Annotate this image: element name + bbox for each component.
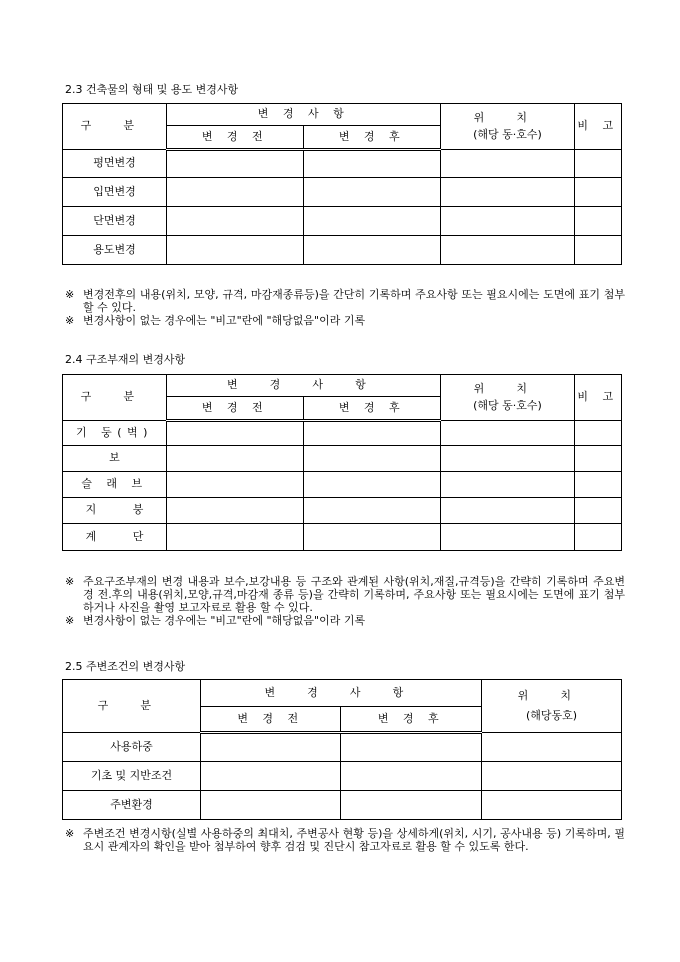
table-structural-member-changes (62, 374, 622, 551)
table-row (63, 524, 622, 551)
row-label: 보 (63, 446, 167, 472)
header-location-sub: (해당 동·호수) (473, 128, 542, 141)
cell-location[interactable] (482, 733, 622, 762)
header-change-items: 변 경 사 항 (167, 375, 441, 397)
row-label: 입면변경 (63, 178, 167, 207)
note-item (65, 314, 625, 327)
cell-before[interactable] (167, 150, 304, 178)
cell-before[interactable] (201, 791, 341, 820)
cell-location[interactable] (441, 178, 575, 207)
note-item (65, 575, 625, 614)
row-label: 사용하중 (63, 733, 201, 762)
row-label: 평면변경 (63, 150, 167, 178)
row-label: 기 둥(벽) (63, 421, 167, 446)
cell-location[interactable] (441, 498, 575, 524)
cell-after[interactable] (304, 236, 441, 265)
header-location-label: 위 치 (517, 688, 586, 702)
cell-location[interactable] (482, 791, 622, 820)
cell-after[interactable] (304, 498, 441, 524)
cell-location[interactable] (441, 472, 575, 498)
cell-location[interactable] (441, 421, 575, 446)
note-text: 주변조건 변경시항(실별 사용하중의 최대치, 주변공사 현황 등)을 상세하게(위치, 시기, 공사내용 등) 기록하며, 필요시 관계자의 확인을 받아 첨부하여 향후 검검 및 진단시 참고자료로 활용 할 수 있도록 한다. (83, 827, 625, 853)
table-row (63, 762, 622, 791)
section-title-2-5: 2.5 주변조건의 변경사항 (65, 660, 186, 673)
table-row (63, 498, 622, 524)
note-text: 변경사항이 없는 경우에는 "비고"란에 "해당없음"이라 기록 (83, 314, 366, 327)
cell-before[interactable] (201, 762, 341, 791)
header-location-label: 위 치 (473, 110, 542, 124)
header-change-items: 변 경 사 항 (201, 680, 482, 707)
cell-remarks[interactable] (575, 524, 622, 551)
cell-location[interactable] (441, 236, 575, 265)
table-building-form-changes (62, 103, 622, 265)
cell-remarks[interactable] (575, 178, 622, 207)
header-location (441, 104, 575, 150)
cell-after[interactable] (341, 733, 482, 762)
cell-before[interactable] (167, 207, 304, 236)
note-text: 변경전후의 내용(위치, 모양, 규격, 마감재종류등)을 간단히 기록하며 주요사항 또는 필요시에는 도면에 표기 첨부할 수 있다. (83, 288, 625, 314)
table-surrounding-condition-changes (62, 679, 622, 820)
table-row (63, 150, 622, 178)
cell-before[interactable] (167, 178, 304, 207)
cell-location[interactable] (441, 207, 575, 236)
header-remarks: 비 고 (575, 375, 622, 421)
cell-after[interactable] (304, 472, 441, 498)
table-row (63, 446, 622, 472)
header-before: 변 경 전 (167, 397, 304, 421)
table-row (63, 472, 622, 498)
header-after: 변 경 후 (304, 397, 441, 421)
cell-before[interactable] (201, 733, 341, 762)
header-gubun: 구 분 (63, 104, 167, 150)
cell-before[interactable] (167, 498, 304, 524)
cell-before[interactable] (167, 421, 304, 446)
row-label: 주변환경 (63, 791, 201, 820)
row-label: 용도변경 (63, 236, 167, 265)
row-label: 단면변경 (63, 207, 167, 236)
note-item (65, 614, 625, 627)
cell-before[interactable] (167, 524, 304, 551)
header-gubun: 구 분 (63, 680, 201, 733)
note-mark: ※ (65, 575, 75, 588)
note-item (65, 827, 625, 853)
notes-2-4 (65, 575, 625, 627)
table-row (63, 421, 622, 446)
cell-remarks[interactable] (575, 498, 622, 524)
cell-after[interactable] (304, 524, 441, 551)
cell-before[interactable] (167, 472, 304, 498)
header-location (441, 375, 575, 421)
cell-remarks[interactable] (575, 472, 622, 498)
header-location-sub: (해당동호) (525, 709, 578, 722)
cell-after[interactable] (304, 150, 441, 178)
table-row (63, 236, 622, 265)
cell-remarks[interactable] (575, 421, 622, 446)
cell-after[interactable] (304, 421, 441, 446)
note-text: 변경사항이 없는 경우에는 "비고"란에 "해당없음"이라 기록 (83, 614, 366, 627)
cell-remarks[interactable] (575, 207, 622, 236)
cell-location[interactable] (441, 150, 575, 178)
cell-after[interactable] (304, 207, 441, 236)
header-before: 변 경 전 (201, 707, 341, 733)
header-remarks: 비 고 (575, 104, 622, 150)
header-location-label: 위 치 (473, 381, 542, 395)
header-location-sub: (해당 동·호수) (473, 399, 542, 412)
cell-after[interactable] (304, 446, 441, 472)
note-mark: ※ (65, 314, 75, 327)
table-row (63, 207, 622, 236)
header-change-items: 변 경 사 항 (167, 104, 441, 126)
header-location (482, 680, 622, 733)
note-mark: ※ (65, 288, 75, 301)
cell-remarks[interactable] (575, 150, 622, 178)
notes-2-5 (65, 827, 625, 853)
cell-after[interactable] (341, 762, 482, 791)
table-row (63, 178, 622, 207)
note-mark: ※ (65, 827, 75, 840)
header-gubun: 구 분 (63, 375, 167, 421)
row-label: 슬 래 브 (63, 472, 167, 498)
cell-location[interactable] (441, 446, 575, 472)
cell-remarks[interactable] (575, 446, 622, 472)
row-label: 지 붕 (63, 498, 167, 524)
table-row (63, 791, 622, 820)
cell-location[interactable] (441, 524, 575, 551)
cell-after[interactable] (304, 178, 441, 207)
cell-before[interactable] (167, 446, 304, 472)
row-label: 계 단 (63, 524, 167, 551)
cell-location[interactable] (482, 762, 622, 791)
section-title-2-4: 2.4 구조부재의 변경사항 (65, 353, 186, 366)
header-after: 변 경 후 (341, 707, 482, 733)
cell-before[interactable] (167, 236, 304, 265)
note-mark: ※ (65, 614, 75, 627)
cell-after[interactable] (341, 791, 482, 820)
header-before: 변 경 전 (167, 126, 304, 150)
table-row (63, 733, 622, 762)
section-title-2-3: 2.3 건축물의 형태 및 용도 변경사항 (65, 83, 239, 96)
cell-remarks[interactable] (575, 236, 622, 265)
header-after: 변 경 후 (304, 126, 441, 150)
row-label: 기초 및 지반조건 (63, 762, 201, 791)
note-item (65, 288, 625, 314)
notes-2-3 (65, 288, 625, 327)
note-text: 주요구조부재의 변경 내용과 보수,보강내용 등 구조와 관계된 사항(위치,재질,규격등)을 간략히 기록하며 주요변경 전.후의 내용(위치,모양,규격,마감재 종류 등)을 간략히 기록하며, 주요사항 또는 필요시에는 도면에 표기 첨부하거나 사진을 촬영 보고자료로 활용 할 수 있다. (83, 575, 625, 614)
